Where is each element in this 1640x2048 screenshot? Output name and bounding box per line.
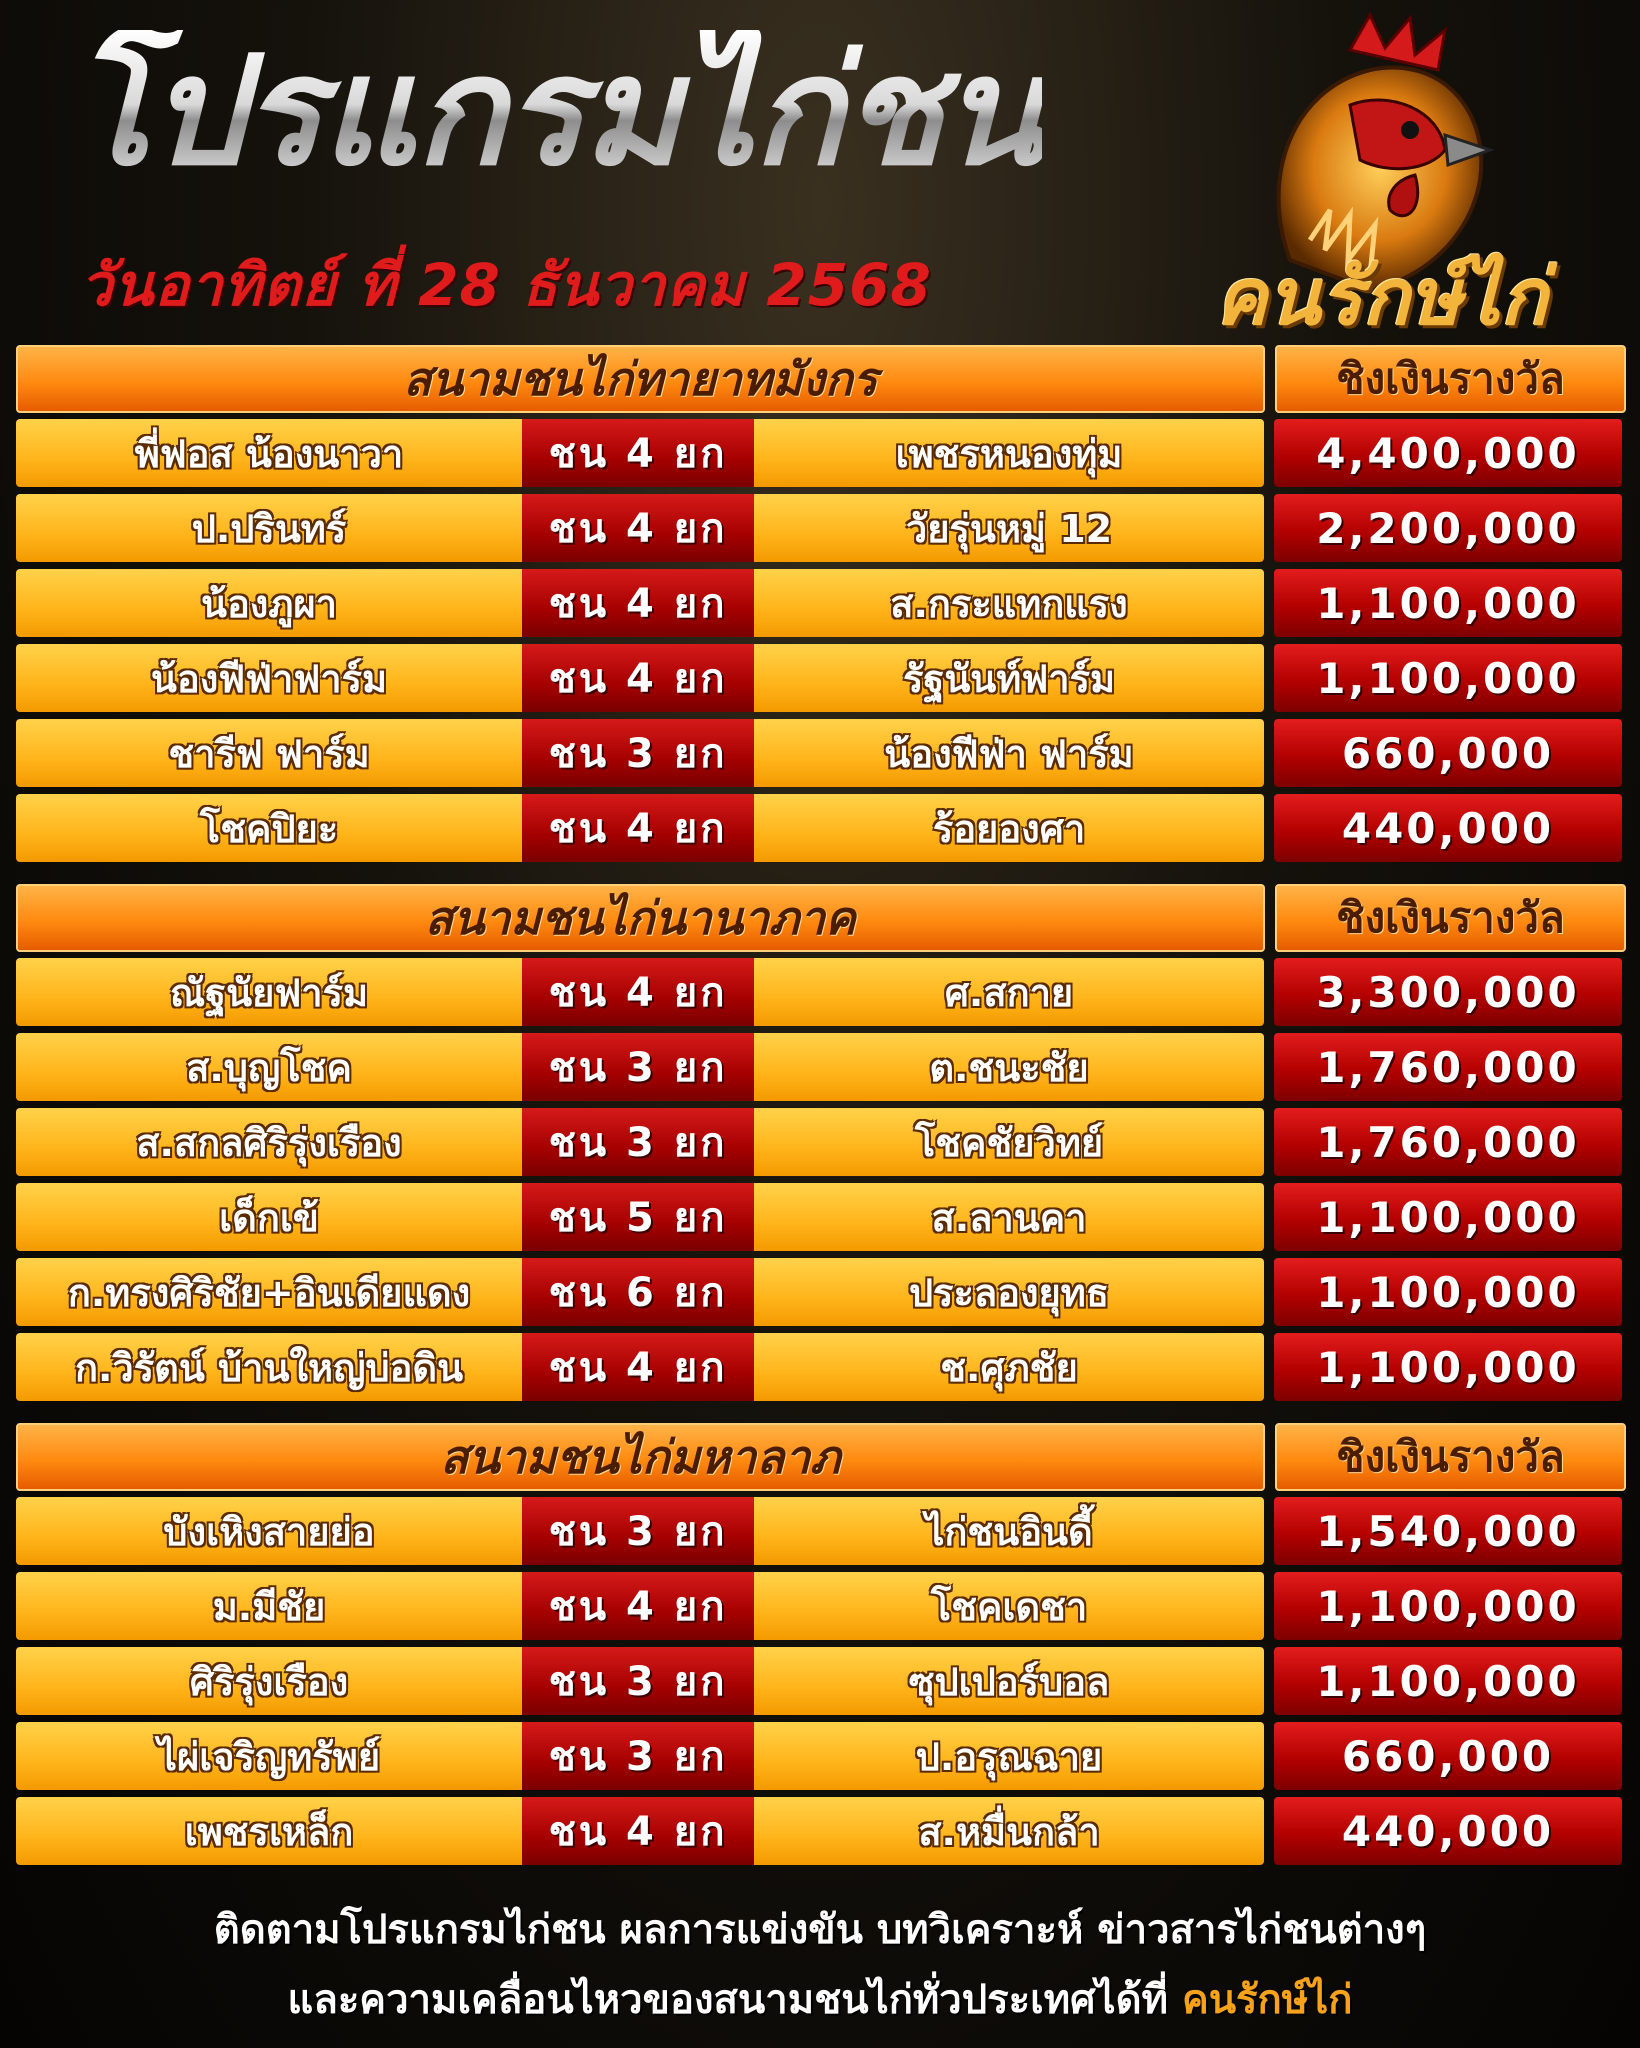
event-date: วันอาทิตย์ ที่ 28 ธันวาคม 2568 bbox=[80, 251, 932, 319]
prize-amount: 3,300,000 bbox=[1274, 958, 1622, 1026]
opponent-name: โชคชัยวิทย์ bbox=[754, 1108, 1264, 1176]
match-rounds: ชน 3 ยก bbox=[522, 1722, 754, 1790]
team-name: ศิริรุ่งเรือง bbox=[16, 1647, 522, 1715]
prize-amount: 1,100,000 bbox=[1274, 1258, 1622, 1326]
prize-column-header: ชิงเงินรางวัล bbox=[1275, 1423, 1626, 1491]
match-rounds: ชน 4 ยก bbox=[522, 569, 754, 637]
match-row bbox=[16, 1108, 1626, 1176]
match-rounds: ชน 4 ยก bbox=[522, 419, 754, 487]
match-row bbox=[16, 1333, 1626, 1401]
section-thayat-mangkorn bbox=[16, 345, 1626, 862]
prize-amount: 1,760,000 bbox=[1274, 1033, 1622, 1101]
match-row bbox=[16, 1797, 1626, 1865]
team-name: ชารีฟ ฟาร์ม bbox=[16, 719, 522, 787]
opponent-name: ร้อยองศา bbox=[754, 794, 1264, 862]
footer-brand: คนรักษ์ไก่ bbox=[1181, 1977, 1353, 2023]
match-row bbox=[16, 569, 1626, 637]
footer-line-2 bbox=[0, 1965, 1640, 2035]
footer-line-2-text: และความเคลื่อนไหวของสนามชนไก่ทั่วประเทศได้ที่ bbox=[287, 1977, 1168, 2023]
match-row bbox=[16, 644, 1626, 712]
opponent-name: ส.กระแทกแรง bbox=[754, 569, 1264, 637]
team-name: น้องฟีฟ่าฟาร์ม bbox=[16, 644, 522, 712]
footer-line-1: ติดตามโปรแกรมไก่ชน ผลการแข่งขัน บทวิเคราะห์ ข่าวสารไก่ชนต่างๆ bbox=[213, 1907, 1427, 1953]
match-rounds: ชน 3 ยก bbox=[522, 1108, 754, 1176]
opponent-name: เพชรหนองทุ่ม bbox=[754, 419, 1264, 487]
team-name: ก.วิรัตน์ บ้านใหญ่บ่อดิน bbox=[16, 1333, 522, 1401]
match-rounds: ชน 4 ยก bbox=[522, 1797, 754, 1865]
match-board bbox=[16, 345, 1626, 1887]
match-row bbox=[16, 1183, 1626, 1251]
section-title: สนามชนไก่นานาภาค bbox=[16, 884, 1265, 952]
opponent-name: ศ.สกาย bbox=[754, 958, 1264, 1026]
prize-amount: 1,100,000 bbox=[1274, 1572, 1622, 1640]
match-rounds: ชน 3 ยก bbox=[522, 1033, 754, 1101]
team-name: บังเหิงสายย่อ bbox=[16, 1497, 522, 1565]
match-row bbox=[16, 1033, 1626, 1101]
opponent-name: น้องฟีฟ่า ฟาร์ม bbox=[754, 719, 1264, 787]
opponent-name: วัยรุ่นหมู่ 12 bbox=[754, 494, 1264, 562]
match-row bbox=[16, 494, 1626, 562]
team-name: พี่ฟอส น้องนาวา bbox=[16, 419, 522, 487]
section-nana-phak bbox=[16, 884, 1626, 1401]
prize-amount: 440,000 bbox=[1274, 1797, 1622, 1865]
opponent-name: โชคเดชา bbox=[754, 1572, 1264, 1640]
opponent-name: ซุปเปอร์บอล bbox=[754, 1647, 1264, 1715]
match-row bbox=[16, 1647, 1626, 1715]
match-row bbox=[16, 1258, 1626, 1326]
team-name: ป.ปรินทร์ bbox=[16, 494, 522, 562]
footer bbox=[0, 1895, 1640, 2035]
opponent-name: ต.ชนะชัย bbox=[754, 1033, 1264, 1101]
team-name: ก.ทรงศิริชัย+อินเดียแดง bbox=[16, 1258, 522, 1326]
team-name: ไผ่เจริญทรัพย์ bbox=[16, 1722, 522, 1790]
team-name: น้องภูผา bbox=[16, 569, 522, 637]
prize-amount: 1,100,000 bbox=[1274, 644, 1622, 712]
prize-amount: 1,100,000 bbox=[1274, 569, 1622, 637]
match-rounds: ชน 4 ยก bbox=[522, 494, 754, 562]
match-rounds: ชน 6 ยก bbox=[522, 1258, 754, 1326]
opponent-name: ส.ลานคา bbox=[754, 1183, 1264, 1251]
prize-amount: 660,000 bbox=[1274, 1722, 1622, 1790]
brand-logo-text: คนรักษ์ไก่ bbox=[1215, 253, 1548, 343]
team-name: เพชรเหล็ก bbox=[16, 1797, 522, 1865]
match-row bbox=[16, 1572, 1626, 1640]
prize-amount: 660,000 bbox=[1274, 719, 1622, 787]
prize-amount: 1,100,000 bbox=[1274, 1647, 1622, 1715]
team-name: เด็กเข้ bbox=[16, 1183, 522, 1251]
match-row bbox=[16, 419, 1626, 487]
prize-column-header: ชิงเงินรางวัล bbox=[1275, 884, 1626, 952]
team-name: ม.มีชัย bbox=[16, 1572, 522, 1640]
team-name: ส.สกลศิริรุ่งเรือง bbox=[16, 1108, 522, 1176]
match-rounds: ชน 4 ยก bbox=[522, 644, 754, 712]
match-row bbox=[16, 1497, 1626, 1565]
match-row bbox=[16, 794, 1626, 862]
prize-amount: 1,100,000 bbox=[1274, 1333, 1622, 1401]
opponent-name: ส.หมื่นกล้า bbox=[754, 1797, 1264, 1865]
team-name: โชคปิยะ bbox=[16, 794, 522, 862]
match-rounds: ชน 4 ยก bbox=[522, 1572, 754, 1640]
section-title: สนามชนไก่ทายาทมังกร bbox=[16, 345, 1265, 413]
prize-amount: 1,760,000 bbox=[1274, 1108, 1622, 1176]
match-rounds: ชน 3 ยก bbox=[522, 719, 754, 787]
match-row bbox=[16, 719, 1626, 787]
match-rounds: ชน 4 ยก bbox=[522, 794, 754, 862]
prize-amount: 4,400,000 bbox=[1274, 419, 1622, 487]
team-name: ณัฐนัยฟาร์ม bbox=[16, 958, 522, 1026]
team-name: ส.บุญโชค bbox=[16, 1033, 522, 1101]
prize-amount: 1,540,000 bbox=[1274, 1497, 1622, 1565]
opponent-name: ประลองยุทธ bbox=[754, 1258, 1264, 1326]
prize-amount: 440,000 bbox=[1274, 794, 1622, 862]
prize-column-header: ชิงเงินรางวัล bbox=[1275, 345, 1626, 413]
match-rounds: ชน 4 ยก bbox=[522, 958, 754, 1026]
opponent-name: รัฐนันท์ฟาร์ม bbox=[754, 644, 1264, 712]
match-rounds: ชน 4 ยก bbox=[522, 1333, 754, 1401]
prize-amount: 2,200,000 bbox=[1274, 494, 1622, 562]
page-title: โปรแกรมไก่ชน bbox=[70, 25, 1042, 199]
match-rounds: ชน 5 ยก bbox=[522, 1183, 754, 1251]
opponent-name: ช.ศุภชัย bbox=[754, 1333, 1264, 1401]
section-title: สนามชนไก่มหาลาภ bbox=[16, 1423, 1265, 1491]
match-row bbox=[16, 958, 1626, 1026]
match-rounds: ชน 3 ยก bbox=[522, 1647, 754, 1715]
section-maha-lap bbox=[16, 1423, 1626, 1865]
match-rounds: ชน 3 ยก bbox=[522, 1497, 754, 1565]
prize-amount: 1,100,000 bbox=[1274, 1183, 1622, 1251]
opponent-name: ไก่ชนอินดี้ bbox=[754, 1497, 1264, 1565]
opponent-name: ป.อรุณฉาย bbox=[754, 1722, 1264, 1790]
match-row bbox=[16, 1722, 1626, 1790]
